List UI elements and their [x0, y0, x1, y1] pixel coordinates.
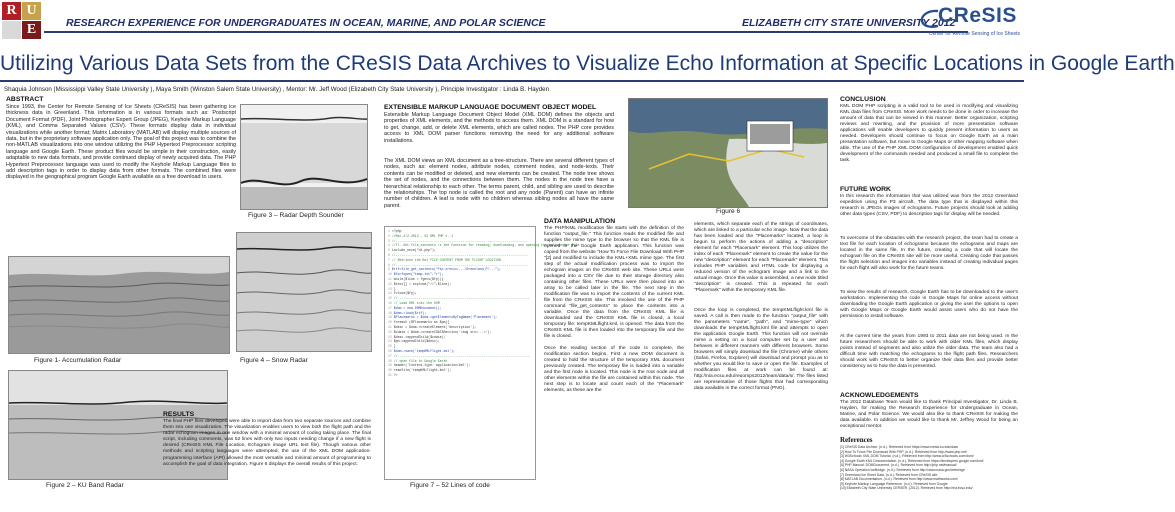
code-line-number: 21: [388, 324, 394, 329]
reference-item: [3] W3Schools XML DOM Tutorial. (n.d.). Retrieved from http://www.w3schools.com/dom/: [840, 454, 974, 459]
cresis-swoosh-icon: [920, 8, 940, 30]
banner-university: ELIZABETH CITY STATE UNIVERSITY 2012: [742, 17, 956, 29]
code-line-text: }: [393, 286, 396, 291]
code-line-number: 16: [388, 300, 394, 305]
code-line-text: //Tl. Get file_contents /s the function for reading; downloading; and opening the kml/ssensor file: [391, 243, 580, 248]
references-list: [840, 445, 1020, 505]
data-manipulation-paragraph-2: Once the reading section of the code is complete, the modification section begins. First a new DOM document is created to hold the structure of the temporary XML document previously created. The temporary file is loaded into a variable and the first node is located. This node is the root node and all other elements within the file are contained within this node. The next step is to locate and count each of the "Placemark" elements, as these are the: [544, 346, 684, 393]
xml-dom-paragraph-2: The XML DOM views an XML document as a tree-structure. There are several different types of nodes, such as: element nodes, attribute nodes, comment nodes, and node-texts. Their contents can be modified or deleted, and new elements can be created. The node tree shows the set of nodes, and the connections between them. The nodes in the node tree have a hierarchical relationship to each other. The terms parent, child, and sibling are used to describe the relationships. The top node is called the root and any node (Parent) can have an infinite number of children. A leaf is node with no children whereas sibling nodes all have the same parent.: [384, 158, 614, 209]
code-line-text: $dom->save('tempKMLflight.kml');: [393, 348, 455, 353]
column-4-paragraph-2: Once the loop is completed, the tempKMLflight.kml file is saved. A call is then made to the function "output_file" with the parameters "name", "path", and "mime-type" which downloads the tempKMLflight.kml file and attempts to open the application Google Earth. This function will not override mime a setting on a local computer set by a user and behaves in different manners with different browsers. Some browsers will simply download the file (Chrome) while others (Safari, Firefox, Explorer) will download and prompt you as to whether you would like to save or open the file. Examples of modification files at work can be found at: http://nia.ecsu.edu/reuomps2012/team/data/s/. The files listed are representative of those flights that had corresponding data available in the correct format (PNG).: [694, 308, 828, 391]
code-line-text: //---------------------------------------------------------------------: [393, 296, 530, 301]
google-earth-map: [629, 99, 827, 207]
results-text: The final PHP files developed were able to import data from two separate sources and combine them into one visualization. The visualization enables users to view both the flight path and the radar echogram images in one window with a minimal amount of coding taking place. The final script, including comments, was 52 lines with only two inputs needing change if a new flight is desired (CReSIS KML File Location, Echogram image URL text file). Though various other methods and scripting languages were attempted, the use of the XML DOM application-programming interface (API) allowed the most versatile and minimal amount of programming to accomplish the goal of data integration. Figure 6 displays the overall results of this project.: [163, 419, 371, 467]
code-line-number: 28: [388, 358, 394, 363]
code-line-text: $pm->appendChild($desc);: [393, 339, 440, 344]
code-line-text: $dom->load($rtf);: [393, 310, 427, 315]
snow-radar-image: [236, 232, 372, 352]
code-line-text: // Load KML into the DOM: [393, 300, 440, 305]
reference-item: [7] Greenland Ice Sheet Data. (n.d.). Retrieved from CReSIS site: [840, 472, 938, 477]
code-line-text: $desc = $dom->createElement('description');: [393, 324, 477, 329]
code-line-number: 26: [388, 348, 394, 353]
code-line-number: 27: [388, 353, 394, 358]
code-line-number: 13: [388, 286, 394, 291]
code-line-text: foreach ($Placemarks as $pm){: [393, 320, 450, 325]
figure-2-caption: Figure 2 – KU Band Radar: [46, 482, 124, 489]
future-work-paragraph-3: To view the results of research, Google Earth has to be downloaded to the user's workstation. Implementing the code in Google Maps for online access without downloading the Google Earth application or giving the user the options to open with Google Maps or Google Earth would assist users who do not have the permission to install software.: [840, 290, 1018, 319]
figure-3-caption: Figure 3 – Radar Depth Sounder: [248, 212, 344, 219]
code-line-number: 30: [388, 368, 394, 373]
data-manipulation-heading: DATA MANIPULATION: [544, 218, 616, 225]
code-line-number: 1: [388, 229, 392, 233]
abstract-text: Since 1993, the Center for Remote Sensing of Ice Sheets (CReSIS) has been gathering ice thickness data in Greenland. This information is in various formats such as: Postscript Document Format (PDF), Joint Photographer Expert Group (JPEG), Keyhole Markup Language (KML), and Comma Separated Values (CSV). These formats display data in individual visualizations while another format; Matrix Laboratory (MATLAB) will display multiple sources of data, but in the proprietary software application only. The goal of this project was to combine the non-MATLAB visualizations into one window utilizing the PHP Hypertext Preprocessor scripting language and Google Earth. These product files would be simple in their construction, easily adaptable to new data formats, and provide continued display of newly acquired data. The PHP Hypertext Preprocessor language was used to modify the Keyhole Markup Language files to add description tags in order to display data from other formats. The combined files were displayed in the geographical program Google Earth available as a free download to users.: [6, 104, 236, 181]
reference-item: [1] CReSIS Data Archive. (n.d.). Retrieved from https://www.cresis.ku.edu/data: [840, 445, 958, 449]
code-line-number: 24: [388, 339, 394, 344]
code-line-text: $Placemarks = $dom->getElementsByTagName('Placemark');: [393, 315, 498, 320]
radar-depth-sounder-image: [240, 104, 368, 210]
cresis-subtitle: Center for Remote Sensing of Ice Sheets: [928, 31, 1020, 37]
code-line-number: 7: [388, 257, 392, 262]
php-code-listing: [384, 226, 580, 480]
reference-item: [4] Google Earth KML Documentation. (n.d.). Retrieved from https://developers.google.com/kml/: [840, 458, 984, 463]
code-line-number: 18: [388, 310, 394, 315]
logo-letter-u: U: [22, 2, 41, 20]
code-lines: [385, 227, 580, 380]
code-line-number: 5: [388, 248, 392, 253]
code-line-number: 12: [388, 281, 394, 286]
code-line-number: 19: [388, 315, 394, 320]
code-line-number: 15: [388, 296, 394, 301]
code-line-text: $fp=fopen("temp.txt","r");: [393, 272, 444, 277]
code-line-number: 6: [388, 252, 392, 257]
code-line-number: 4: [388, 243, 392, 248]
xml-dom-paragraph-1: Extensible Markup Language Document Object Model (XML DOM) defines the objects and properties of XML elements, and the methods to access them. XML DOM is a standard for how to get, change, add, or delete XML elements, which are called nodes. The PHP core provides access to XML DOM parser functions removing the need for any additional software installations.: [384, 112, 614, 144]
conclusion-text: KML DOM PHP scripting is a valid tool to be used in modifying and visualizing KML data files from CReSIS. More work needs to be done in order to increase the amount of data that can be viewed in this manner. Better organization, scripting reviews and rewriting, and the provision of more presentation software applications will enable developers to quickly present information to users as needed. Developers should continue to focus on Google Earth as a main presentation software, but move to Google Maps or other mapping software when able. The use of the PHP XML DOM configuration of development enabled quick development of the commands needed and produced a small file to complete the task.: [840, 104, 1018, 163]
code-line-number: 8: [388, 262, 392, 267]
code-line-number: 2: [388, 233, 392, 238]
results-heading: RESULTS: [163, 411, 195, 418]
logo-letter-r: R: [2, 2, 21, 20]
code-line-number: 20: [388, 320, 394, 325]
banner-program: RESEARCH EXPERIENCE FOR UNDERGRADUATES IN OCEAN, MARINE, AND POLAR SCIENCE: [66, 17, 546, 29]
future-work-paragraph-2: To overcome of the obstacles with the research project, the team had to create a text file for each location of echograms because the echograms and maps are located in the same file. In the future, creating a code that will locate the echogram file on the CReSIS site will be more useful. Creating code that passes the flight selection and images into variables instead of creating individual pages for each flight will also work for the future teams.: [840, 236, 1018, 271]
code-line-number: 3: [388, 238, 392, 243]
reference-item: [8] MATLAB Documentation. (n.d.). Retrieved from http://www.mathworks.com/: [840, 477, 958, 482]
logo-letter-e: E: [22, 21, 41, 39]
code-line-text: include_once("dt.php");: [391, 248, 436, 253]
logo-blank: [2, 21, 21, 39]
code-line-text: $desc->appendChild($cdata);: [393, 334, 446, 339]
banner-rule: [44, 31, 968, 33]
code-line-number: 22: [388, 329, 394, 334]
cresis-logo: [920, 4, 1020, 44]
acknowledgements-text: The 2012 Database Team would like to thank Principal Investigator, Dr. Linda B. Hayden, for making the Research Experience for Undergraduate in Ocean, Marine, and Polar Science. We would also like to thank CReSIS for making the data available. In addition we would like to thank Mr. Jeffrey Wood for being an exceptional mentor.: [840, 400, 1018, 429]
reference-item: [2] How To Force File Download With PHP. (n.d.). Retrieved from http://www.php.net/: [840, 449, 967, 454]
xml-dom-heading: EXTENSIBLE MARKUP LANGUAGE DOCUMENT OBJECT MODEL: [384, 104, 597, 111]
abstract-heading: ABSTRACT: [6, 96, 44, 103]
code-line-text: ?>: [393, 372, 398, 377]
code-line-text: header('Content-type: application/kml');: [393, 363, 471, 368]
references-heading: References: [840, 436, 873, 444]
reference-item: [9] Keyhole Markup Language Reference. (n.d.). Retrieved from Google: [840, 481, 948, 486]
code-line-text: //---------------------------------------------------------------------: [393, 353, 530, 358]
reference-item: [5] PHP Manual: DOMDocument. (n.d.). Retrieved from http://php.net/manual/: [840, 463, 957, 468]
code-line-text: // open file in Google Earth: [393, 358, 448, 363]
code-line-number: 25: [388, 344, 394, 349]
code-line-text: fclose($fp);: [393, 291, 417, 296]
future-work-paragraph-4: At the current time the years from 1993 to 2011 data are not being used. In the future researchers should be able to work with older KML files, which display points instead of segments and also utilize the older data. The team also had a difficult time with matching the echograms to the flight path files. Researchers should work with CReSIS to better organize their data files and provide better consistency as to how the data is presented.: [840, 334, 1018, 369]
code-line-number: 23: [388, 334, 394, 339]
figure-4-caption: Figure 4 – Snow Radar: [240, 357, 308, 364]
code-line-number: 14: [388, 291, 394, 296]
column-4-paragraph-1: elements, which separate each of the strings of coordinates, which are linked to a particular echo image. Now that the data has been loaded and the "Placemarks" located, a loop is begun to perform the actions of adding a "description" element for each "Placemark" element. This loop utilizes the index of each "Placemark" element to create the value for the new "description" element for each "Placemark" element. This includes PHP variables and HTML code for displaying a reduced version of the echogram image and a link to the actual image. Once this value is assembled, a new node titled "description" is created. This is repeated for each "Placemark" within the temporary KML file.: [694, 222, 828, 293]
code-line-text: //Mar.2/2 2013 , 52 KML PHP v. 1: [391, 233, 454, 238]
code-line-number: 10: [388, 272, 394, 277]
code-line-text: //---------------------------------------------------------------------: [391, 238, 528, 243]
code-line-text: $rtf=file_get_contents("ftp.cresis/.../Greenland_P/...");: [391, 267, 501, 272]
figure-1-caption: Figure 1- Accumulation Radar: [34, 357, 122, 364]
acknowledgements-heading: ACKNOWLEDGEMENTS: [840, 392, 919, 399]
code-line-text: while($line = fgets($fp)){: [393, 276, 444, 281]
code-line-text: $dom = new DOMDocument();: [393, 305, 442, 310]
radar-depth-sounder-plot: [241, 105, 367, 209]
code-line-text: }: [393, 344, 396, 349]
google-earth-map-image: [628, 98, 828, 208]
cresis-name: CReSIS: [938, 4, 1017, 27]
code-line-number: 29: [388, 363, 394, 368]
code-line-text: readfile('tempKMLflight.kml');: [393, 368, 452, 373]
title-rule: [0, 80, 1024, 82]
reference-item: [6] NASA Operation IceBridge. (n.d.). Retrieved from http://www.nasa.gov/icebridge: [840, 467, 965, 472]
future-work-heading: FUTURE WORK: [840, 186, 891, 193]
code-line: [388, 373, 532, 378]
code-line-number: 9: [388, 267, 392, 272]
code-line-text: //---------------------------------------------------------------------: [391, 252, 528, 257]
poster-title: Utilizing Various Data Sets from the CReSIS Data Archives to Visualize Echo Information at Specific Locations in Google Earth: [0, 52, 1175, 75]
code-line-text: $text[] = explode("//",$line);: [393, 281, 452, 286]
conclusion-heading: CONCLUSION: [840, 96, 886, 103]
code-line-text: $cdata = $dom->createCDATASection('<img src=...>');: [393, 329, 492, 334]
code-line-number: 11: [388, 276, 394, 281]
code-line-number: 31: [388, 372, 394, 377]
snow-radar-plot: [237, 233, 371, 351]
code-line-number: 17: [388, 305, 394, 310]
code-line-text: //---------------------------------------------------------------------: [391, 262, 528, 267]
reu-logo: [2, 2, 42, 40]
accumulation-radar-image: [8, 256, 230, 354]
future-work-paragraph-1: In this research the information that was utilized was from the 2012 Greenland expedition using the P3 aircraft. The data type that is displayed within this research is JPEGs images of echograms. Future projects should look at adding other data types (CSV, PDF) to description tags for display will be needed.: [840, 194, 1018, 217]
code-line-text: // Retrieve the Kml FILE CONTENT FROM THE FLIGHT LOCATION: [391, 257, 501, 262]
accumulation-radar-plot: [9, 257, 229, 353]
reference-item: [10] Elizabeth City State University CERSER. (2012). Retrieved from http://nia.ecsu.edu/: [840, 486, 973, 491]
authors-line: Shaquia Johnson (Mississippi Valley State University ), Maya Smith (Winston Salem State University) , Mentor: Mr. Jeff Wood (Elizabeth City State University ), Principle Investigator : Linda B. Hayden: [4, 86, 550, 93]
data-manipulation-paragraph-1: The PHP/KML modification file starts with the definition of the function "output_file." This function reads the modified file and supplies the mime type to the browser so that the KML file is opened in the Google Earth application. This function was copied from the website "How To Force File Download With PHP "[2] and modified to include the KML+XML mime type. The first step of the actual modification process was to import the echogram images on the CReSIS web site. These URLs were packaged into a CSV file due to their storage directory also containing other files. These URLs were then placed into an array to be called later in the file. The next step in the modification file was to import the contents of the current KML file from the CReSIS site. This involved the use of the PHP command "file_get_contents" to place the contents into a variable. Once the data from the CReSIS KML file is downloaded and the CReSIS KML file is closed, a local temporary file: tempKMLflight.kml, is opened. The data from the CReSIS KML file is then loaded into the temporary file and the file is closed.: [544, 226, 684, 339]
code-line-text: <?php: [391, 229, 402, 233]
figure-7-caption: Figure 7 – 52 Lines of code: [410, 482, 490, 489]
figure-6-caption: Figure 6: [716, 208, 741, 215]
